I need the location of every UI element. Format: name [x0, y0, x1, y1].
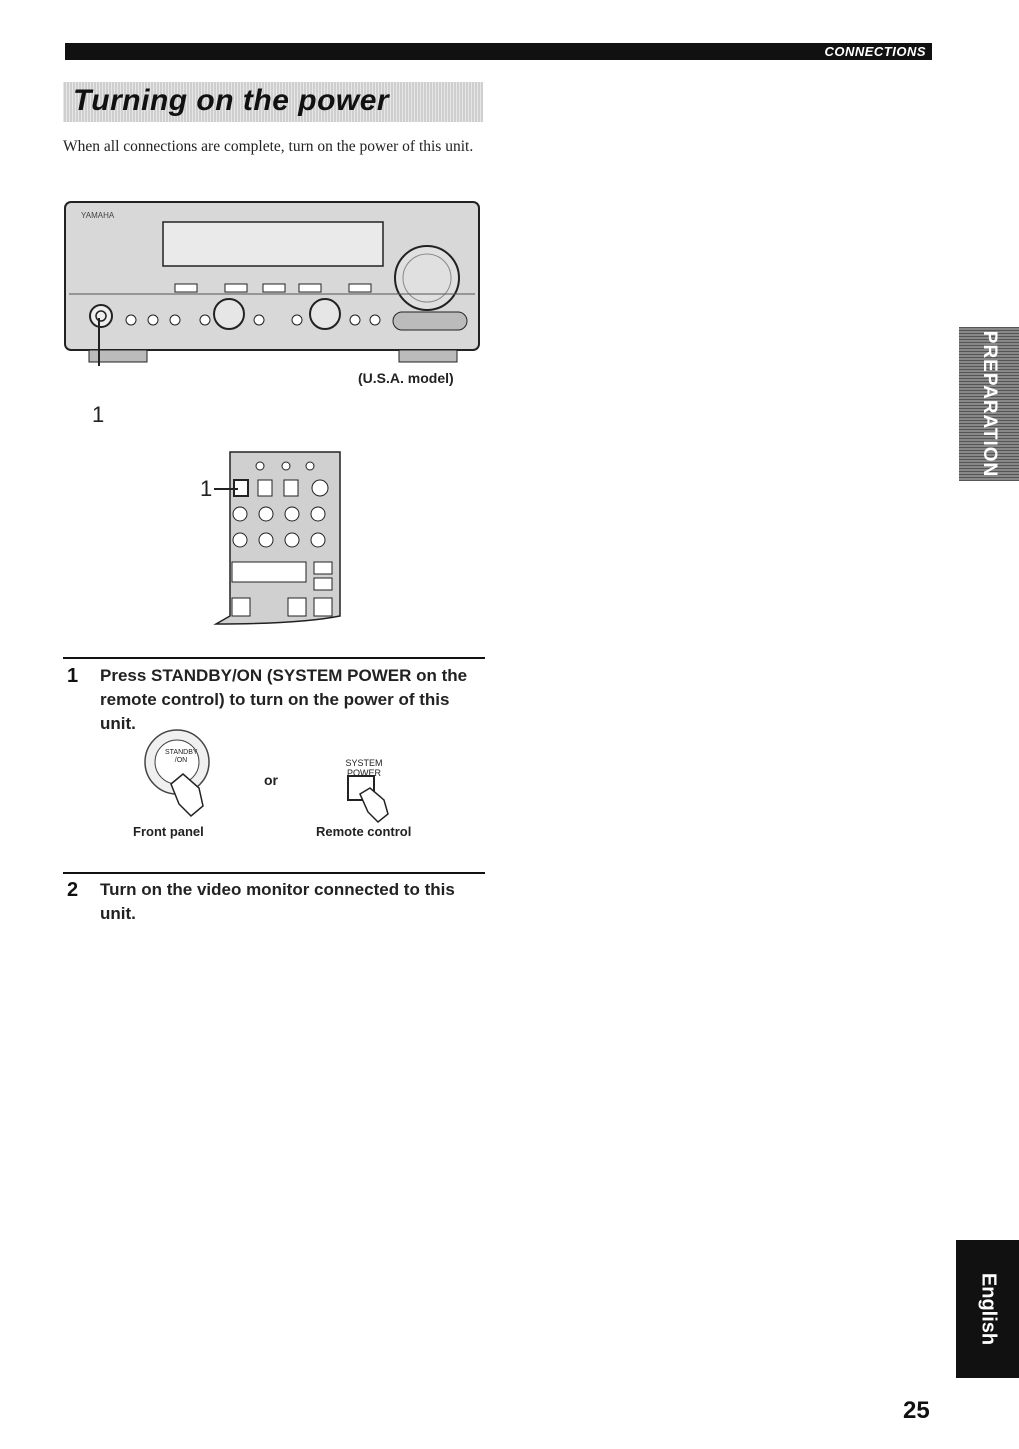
step2-rule [63, 872, 485, 874]
remote-callout-line [214, 486, 238, 492]
receiver-front-illustration [63, 198, 483, 368]
step1-text: Press STANDBY/ON (SYSTEM POWER on the remote control) to turn on the power of this unit. [100, 666, 468, 733]
step1-rule [63, 657, 485, 659]
remote-control-illustration [210, 448, 350, 628]
standby-button-text: STANDBY /ON [165, 749, 198, 764]
step2-number: 2 [67, 879, 79, 901]
preparation-tab-label: PREPARATION [979, 330, 1000, 478]
header-bar [65, 43, 932, 60]
or-label: or [264, 772, 278, 788]
step2-text: Turn on the video monitor connected to this unit. [100, 880, 455, 923]
english-side-tab [956, 1240, 1019, 1378]
remote-control-caption: Remote control [316, 824, 412, 839]
preparation-side-tab [959, 327, 1019, 481]
intro-paragraph: When all connections are complete, turn on the power of this unit. [63, 138, 474, 155]
step1-number: 1 [67, 665, 79, 687]
standby-button-illustration [143, 726, 219, 822]
model-label: (U.S.A. model) [358, 370, 454, 386]
section-label: CONNECTIONS [824, 44, 926, 59]
title-band [63, 82, 483, 122]
front-panel-caption: Front panel [133, 824, 204, 839]
english-tab-label: English [977, 1272, 999, 1346]
svg-text:YAMAHA: YAMAHA [81, 211, 115, 220]
page-number: 25 [903, 1397, 930, 1424]
page-title: Turning on the power [73, 84, 390, 117]
system-power-button-text: SYSTEM POWER [345, 758, 383, 778]
remote-callout-number: 1 [200, 476, 213, 501]
front-callout-number: 1 [92, 402, 105, 427]
